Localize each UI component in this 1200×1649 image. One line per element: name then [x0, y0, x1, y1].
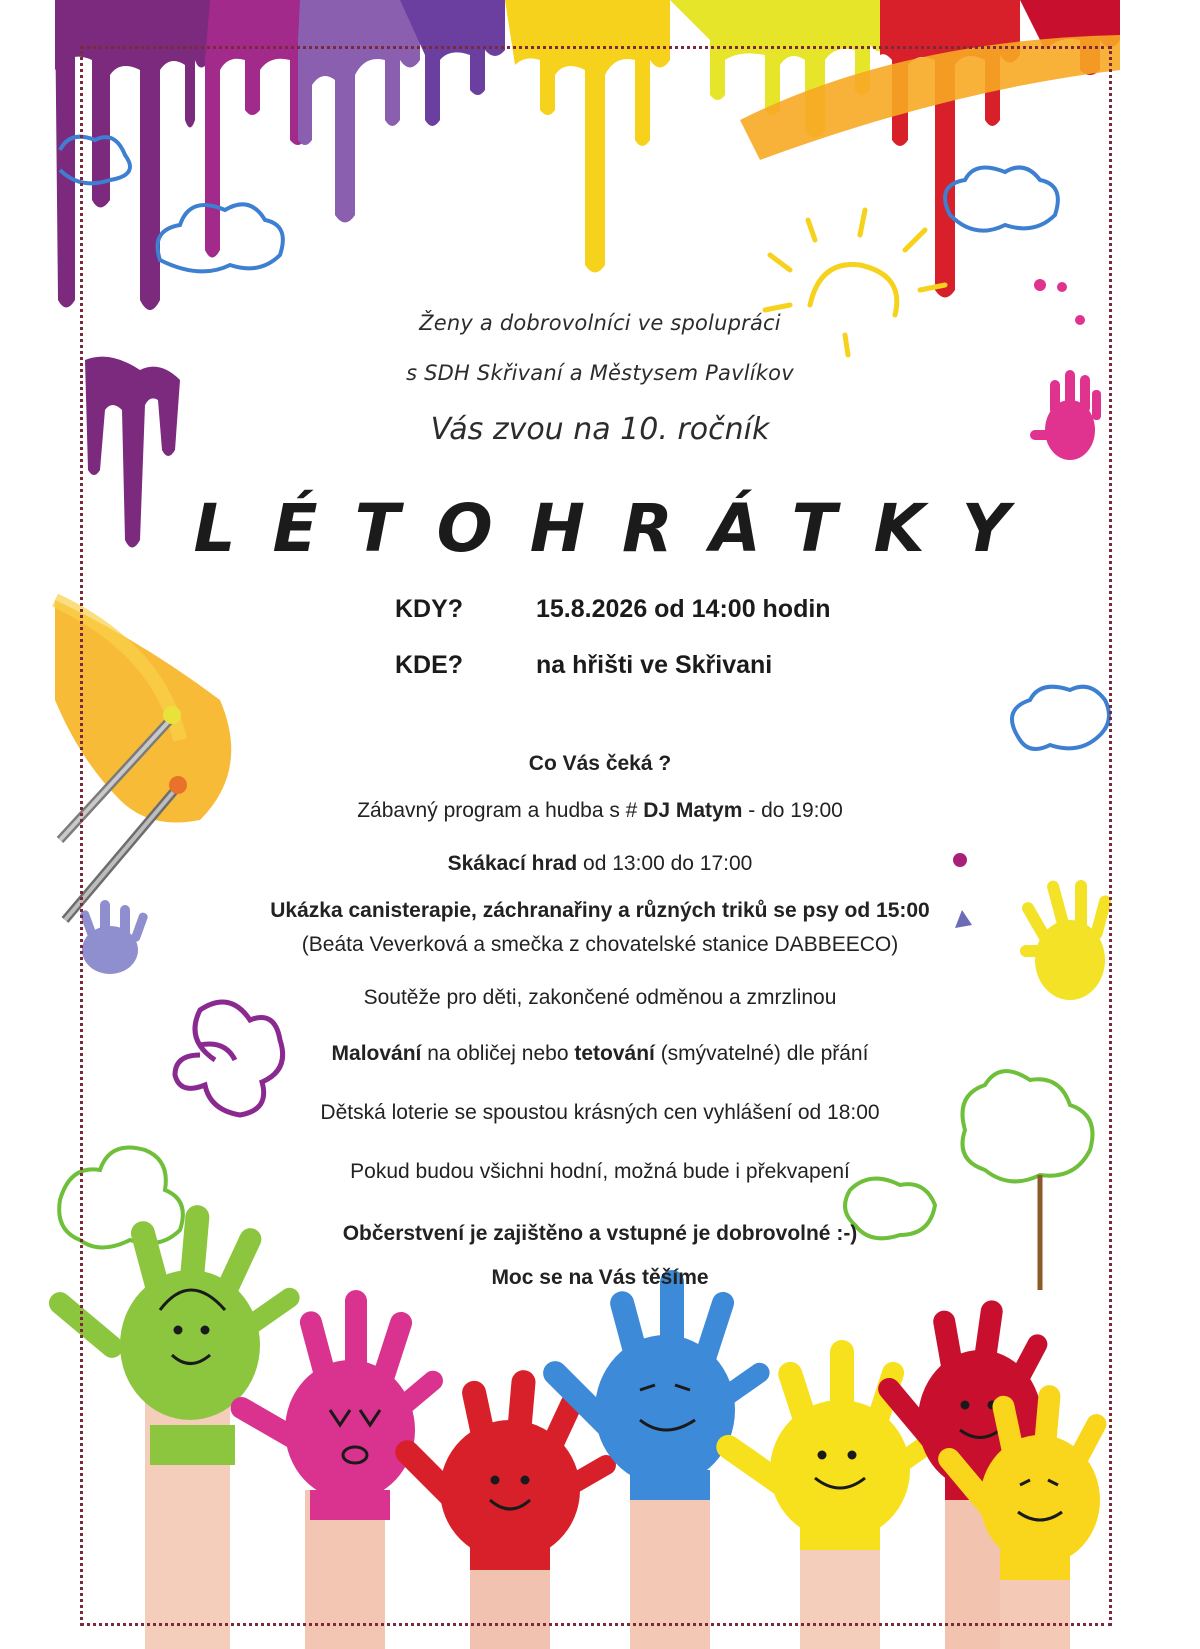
where-value: na hřišti ve Skřivani — [536, 651, 773, 679]
program-dogs-note: (Beáta Veverková a smečka z chovatelské stanice DABBEECO) — [301, 933, 899, 956]
when-value: 15.8.2026 od 14:00 hodin — [536, 595, 831, 623]
program-castle: Skákací hrad od 13:00 do 17:00 — [447, 852, 753, 875]
invite-line-3: Vás zvou na 10. ročník — [430, 412, 770, 447]
dotted-border — [80, 46, 1112, 1626]
program-contests: Soutěže pro děti, zakončené odměnou a zmrzlinou — [363, 986, 837, 1009]
program-closing: Moc se na Vás těšíme — [491, 1266, 709, 1289]
program-dj: Zábavný program a hudba s # DJ Matym - do 19:00 — [357, 799, 843, 822]
program-painting: Malování na obličej nebo tetování (smývatelné) dle přání — [331, 1042, 869, 1065]
when-label: KDY? — [395, 595, 464, 623]
program-heading: Co Vás čeká ? — [528, 752, 672, 775]
program-surprise: Pokud budou všichni hodní, možná bude i překvapení — [350, 1160, 850, 1183]
program-dogs: Ukázka canisterapie, záchranařiny a různých triků se psy od 15:00 — [270, 899, 930, 922]
where-label: KDE? — [395, 651, 464, 679]
program-lottery: Dětská loterie se spoustou krásných cen vyhlášení od 18:00 — [320, 1101, 880, 1124]
invite-line-2: s SDH Skřivaní a Městysem Pavlíkov — [406, 361, 794, 385]
event-title: LÉTOHRÁTKY — [193, 490, 1047, 567]
program-refreshments: Občerstvení je zajištěno a vstupné je dobrovolné :-) — [342, 1222, 858, 1245]
invite-line-1: Ženy a dobrovolníci ve spolupráci — [419, 311, 781, 335]
